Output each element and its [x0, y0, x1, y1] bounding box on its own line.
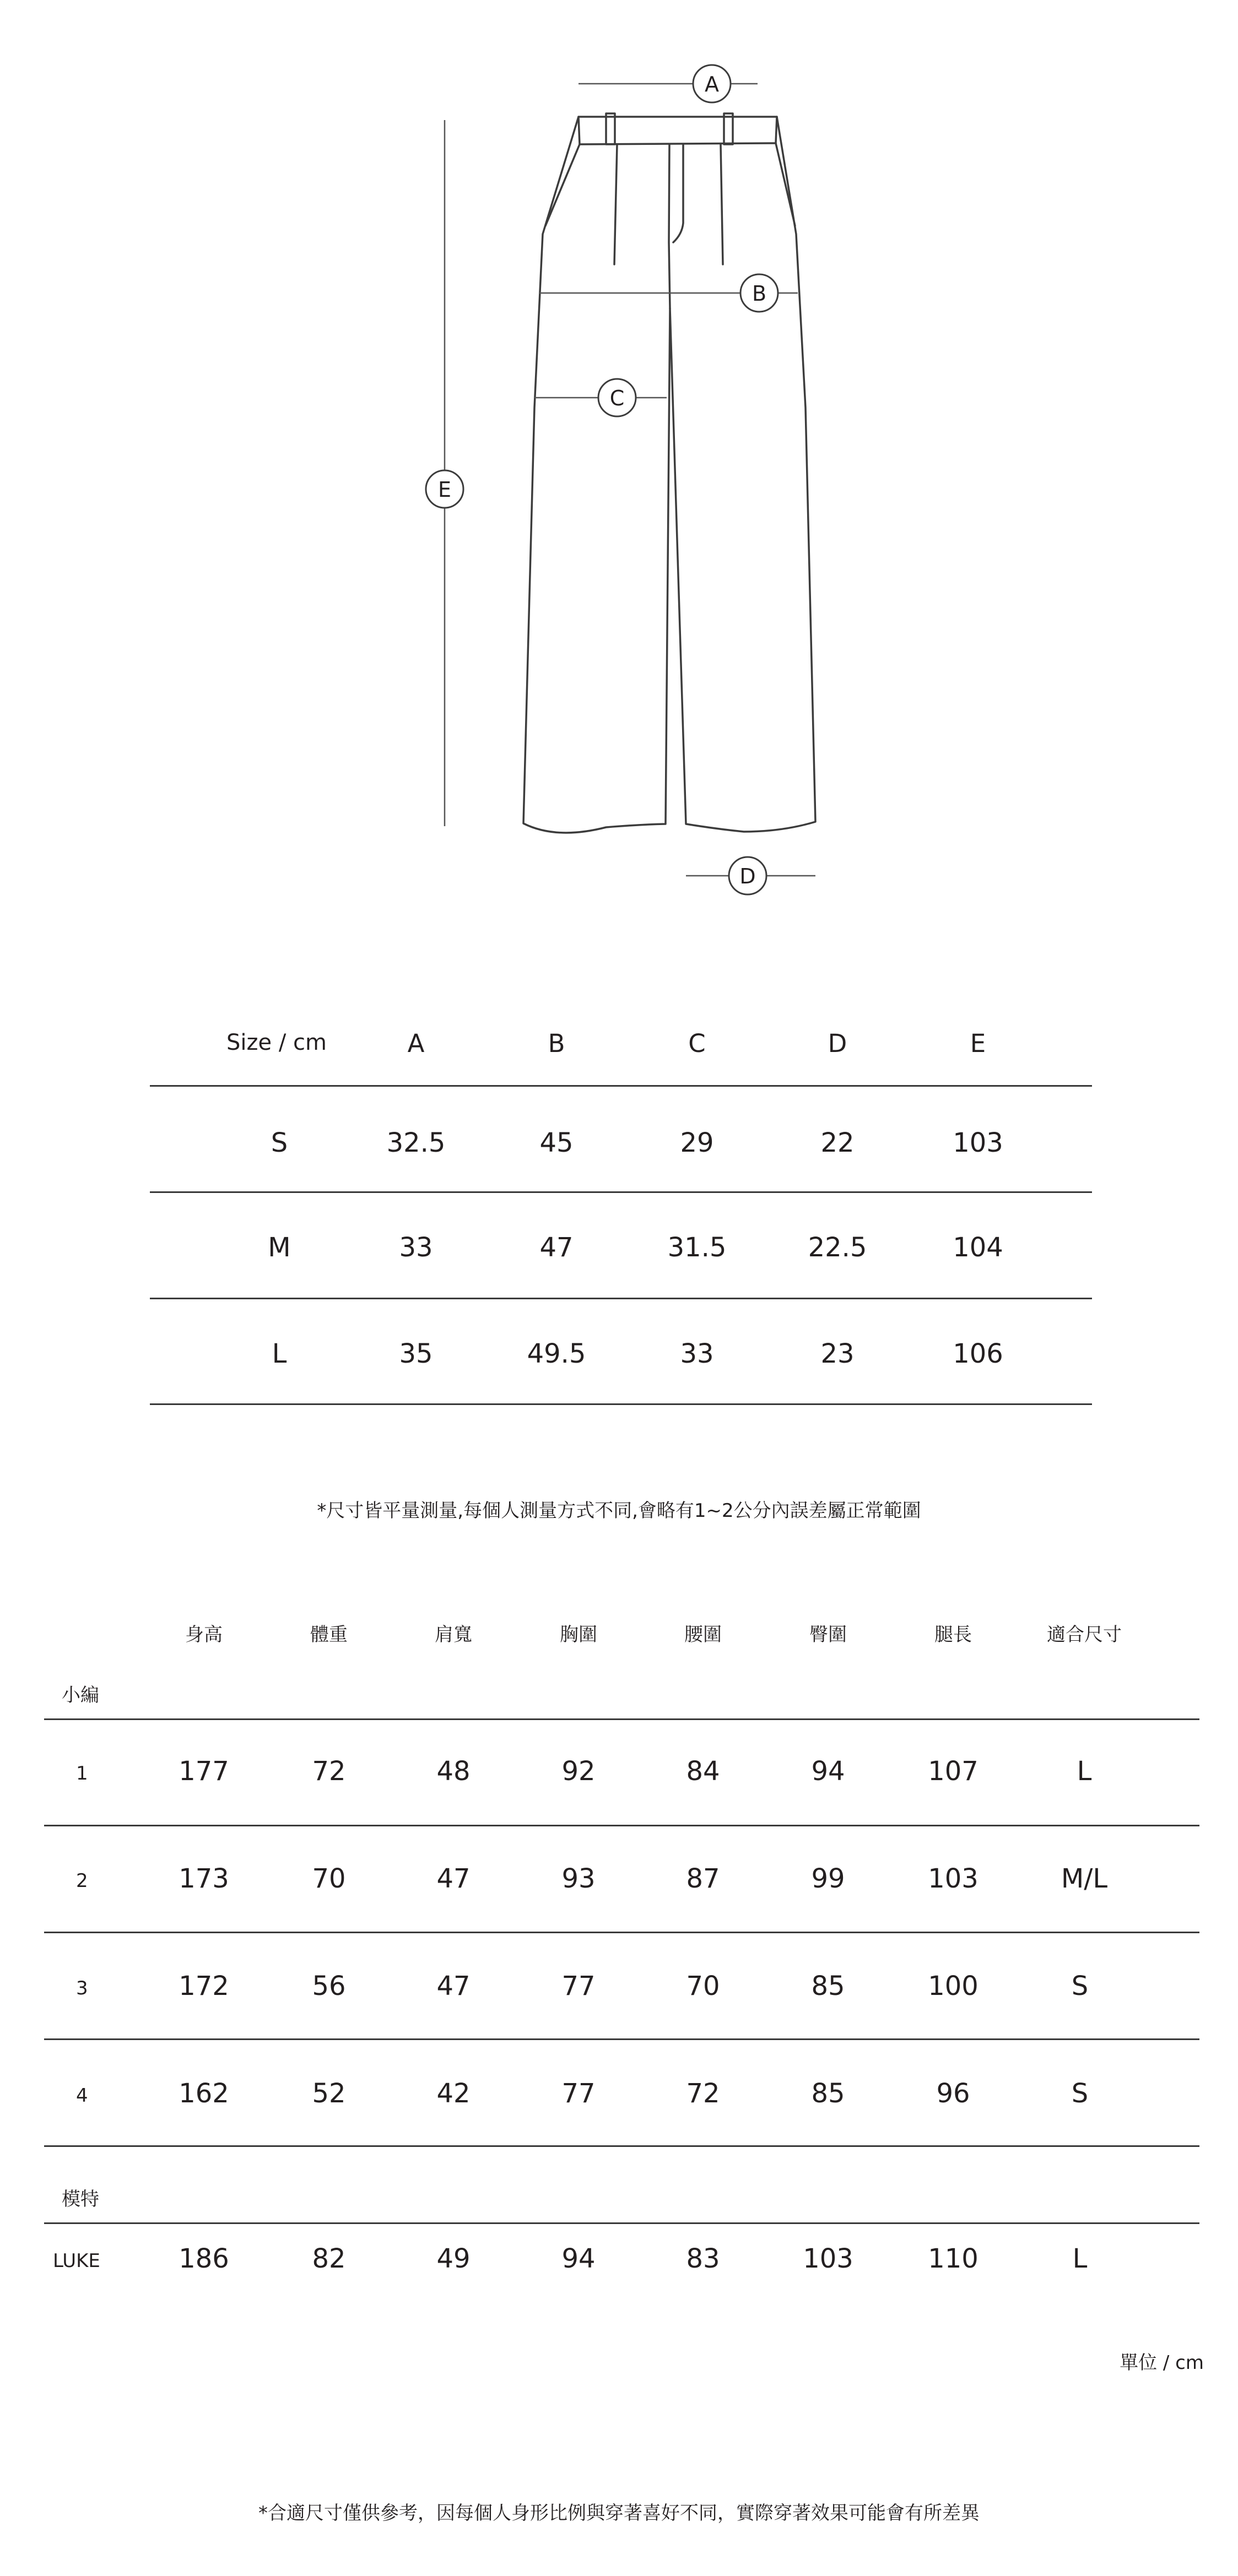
model-row-luke-leg: 110	[928, 2243, 978, 2274]
staff-row-4-weight: 52	[312, 2078, 346, 2109]
pocket-left	[545, 144, 580, 226]
size-table-header-d: D	[828, 1029, 847, 1058]
size-row-s-e: 103	[953, 1127, 1003, 1158]
size-table-rule	[150, 1085, 1092, 1087]
size-row-m-c: 31.5	[667, 1232, 727, 1263]
size-table-header-e: E	[970, 1029, 986, 1058]
size-row-s-b: 45	[539, 1127, 574, 1158]
staff-row-2-weight: 70	[312, 1863, 346, 1894]
model-table-rule	[44, 1718, 1199, 1720]
model-table-rule	[44, 2145, 1199, 2147]
size-row-l-a: 35	[399, 1338, 433, 1369]
belt-loop-right	[724, 113, 733, 144]
size-table-header-size: Size / cm	[226, 1030, 327, 1055]
group-label-model: 模特	[62, 2188, 99, 2210]
size-row-s-label: S	[271, 1127, 288, 1158]
staff-row-1-waist: 84	[686, 1756, 720, 1787]
staff-row-4-height: 162	[179, 2078, 229, 2109]
model-table-rule	[44, 2222, 1199, 2224]
staff-row-4-id: 4	[76, 2085, 88, 2107]
size-row-s-a: 32.5	[386, 1127, 446, 1158]
size-table-header-a: A	[407, 1029, 425, 1058]
model-header-weight: 體重	[310, 1624, 348, 1646]
model-row-luke-hip: 103	[803, 2243, 853, 2274]
staff-row-3-chest: 77	[561, 1971, 596, 2002]
model-row-luke-name: LUKE	[53, 2250, 100, 2272]
staff-row-1-id: 1	[76, 1762, 88, 1785]
pleat-left	[614, 144, 617, 264]
model-row-luke-size: L	[1072, 2243, 1088, 2274]
staff-row-4-hip: 85	[811, 2078, 845, 2109]
staff-row-4-size: S	[1071, 2078, 1089, 2109]
staff-row-2-height: 173	[179, 1863, 229, 1894]
staff-row-2-id: 2	[76, 1870, 88, 1892]
staff-row-3-id: 3	[76, 1977, 88, 1999]
size-row-m-d: 22.5	[808, 1232, 867, 1263]
model-row-luke-shoulder: 49	[436, 2243, 471, 2274]
size-table-rule	[150, 1403, 1092, 1405]
staff-row-4-waist: 72	[686, 2078, 720, 2109]
size-table-rule	[150, 1191, 1092, 1193]
size-row-l-d: 23	[820, 1338, 855, 1369]
staff-row-4-chest: 77	[561, 2078, 596, 2109]
staff-row-2-shoulder: 47	[436, 1863, 471, 1894]
size-row-l-c: 33	[680, 1338, 714, 1369]
marker-b-label: B	[752, 281, 767, 306]
staff-row-1-shoulder: 48	[436, 1756, 471, 1787]
model-header-chest: 胸圍	[560, 1624, 597, 1646]
model-row-luke-weight: 82	[312, 2243, 346, 2274]
size-table-rule	[150, 1298, 1092, 1299]
staff-row-1-leg: 107	[928, 1756, 978, 1787]
model-header-hip: 臀圍	[809, 1624, 847, 1646]
belt-loop-left	[606, 113, 615, 144]
model-header-shoulder: 肩寬	[435, 1624, 472, 1646]
size-row-m-a: 33	[399, 1232, 433, 1263]
model-header-height: 身高	[185, 1624, 223, 1646]
model-table-rule	[44, 2038, 1199, 2040]
size-row-l-e: 106	[953, 1338, 1003, 1369]
pleat-right	[721, 144, 723, 264]
marker-a-label: A	[705, 72, 719, 96]
staff-row-1-height: 177	[179, 1756, 229, 1787]
staff-row-1-weight: 72	[312, 1756, 346, 1787]
staff-row-3-waist: 70	[686, 1971, 720, 2002]
staff-row-3-size: S	[1071, 1971, 1089, 2002]
size-row-l-label: L	[272, 1338, 287, 1369]
size-row-m-e: 104	[953, 1232, 1003, 1263]
center-seam	[669, 144, 670, 308]
size-row-m-label: M	[268, 1232, 291, 1263]
model-header-size: 適合尺寸	[1047, 1624, 1122, 1646]
staff-row-3-hip: 85	[811, 1971, 845, 2002]
size-row-m-b: 47	[539, 1232, 574, 1263]
size-row-s-d: 22	[820, 1127, 855, 1158]
staff-row-4-shoulder: 42	[436, 2078, 471, 2109]
size-table-header-b: B	[548, 1029, 565, 1058]
staff-row-2-hip: 99	[811, 1863, 845, 1894]
marker-d-label: D	[739, 864, 756, 888]
size-row-s-c: 29	[680, 1127, 714, 1158]
staff-row-2-chest: 93	[561, 1863, 596, 1894]
staff-row-3-shoulder: 47	[436, 1971, 471, 2002]
model-row-luke-chest: 94	[561, 2243, 596, 2274]
staff-row-1-hip: 94	[811, 1756, 845, 1787]
staff-row-1-chest: 92	[561, 1756, 596, 1787]
model-header-waist: 腰圍	[684, 1624, 722, 1646]
marker-e-label: E	[437, 478, 452, 502]
staff-row-3-height: 172	[179, 1971, 229, 2002]
fly-stitch	[673, 144, 683, 242]
staff-row-3-weight: 56	[312, 1971, 346, 2002]
waistband	[579, 117, 777, 144]
pocket-right	[776, 143, 795, 226]
model-row-luke-height: 186	[179, 2243, 229, 2274]
unit-label: 單位 / cm	[1120, 2352, 1204, 2374]
model-row-luke-waist: 83	[686, 2243, 720, 2274]
pants-measurement-diagram	[0, 0, 1238, 936]
staff-row-4-leg: 96	[936, 2078, 970, 2109]
fit-disclaimer: *合適尺寸僅供參考，因每個人身形比例與穿著喜好不同，實際穿著效果可能會有所差異	[258, 2502, 980, 2524]
staff-row-2-leg: 103	[928, 1863, 978, 1894]
staff-row-2-waist: 87	[686, 1863, 720, 1894]
model-header-leg: 腿長	[934, 1624, 972, 1646]
model-table-rule	[44, 1932, 1199, 1933]
size-table-header-c: C	[688, 1029, 706, 1058]
marker-c-label: C	[609, 386, 625, 410]
size-row-l-b: 49.5	[527, 1338, 586, 1369]
staff-row-2-size: M/L	[1061, 1863, 1108, 1894]
staff-row-1-size: L	[1077, 1756, 1092, 1787]
group-label-staff: 小編	[62, 1684, 99, 1706]
staff-row-3-leg: 100	[928, 1971, 978, 2002]
model-table-rule	[44, 1825, 1199, 1826]
size-measurement-note: *尺寸皆平量測量,每個人測量方式不同,會略有1~2公分內誤差屬正常範圍	[317, 1500, 921, 1522]
